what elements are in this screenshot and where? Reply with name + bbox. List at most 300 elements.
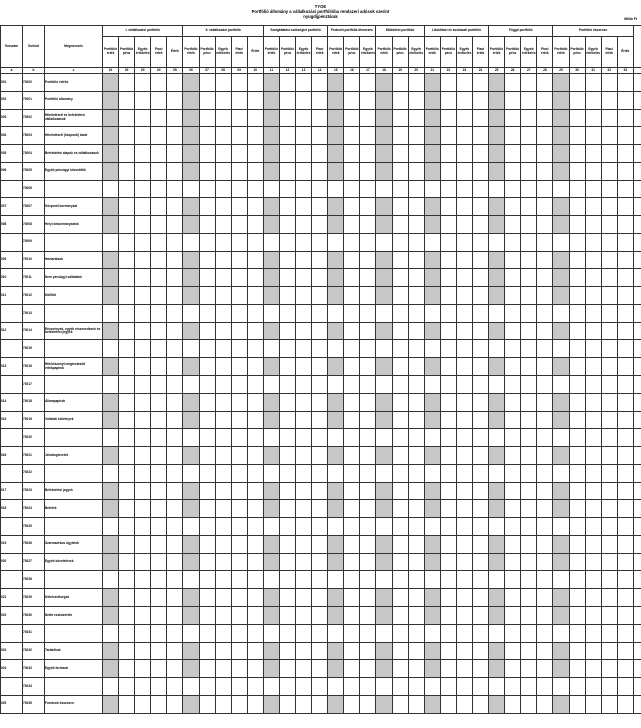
value-cell[interactable]: [569, 269, 585, 287]
value-cell[interactable]: [231, 660, 247, 678]
value-cell[interactable]: [408, 198, 424, 216]
value-cell[interactable]: [456, 642, 472, 660]
value-cell[interactable]: [537, 109, 553, 127]
value-cell[interactable]: [312, 162, 328, 180]
value-cell[interactable]: [456, 589, 472, 607]
value-cell[interactable]: [183, 429, 199, 447]
value-cell[interactable]: [135, 571, 151, 589]
value-cell[interactable]: [135, 447, 151, 465]
value-cell[interactable]: [392, 109, 408, 127]
value-cell[interactable]: [489, 180, 505, 198]
value-cell[interactable]: [392, 642, 408, 660]
value-cell[interactable]: [408, 482, 424, 500]
value-cell[interactable]: [472, 251, 488, 269]
value-cell[interactable]: [569, 376, 585, 394]
value-cell[interactable]: [135, 695, 151, 713]
value-cell[interactable]: [392, 624, 408, 642]
value-cell[interactable]: [440, 251, 456, 269]
value-cell[interactable]: [553, 624, 569, 642]
value-cell[interactable]: [103, 695, 119, 713]
value-cell[interactable]: [617, 216, 633, 234]
value-cell[interactable]: [135, 340, 151, 358]
value-cell[interactable]: [183, 642, 199, 660]
value-cell[interactable]: [521, 464, 537, 482]
value-cell[interactable]: [151, 376, 167, 394]
value-cell[interactable]: [312, 198, 328, 216]
value-cell[interactable]: [472, 109, 488, 127]
value-cell[interactable]: [151, 198, 167, 216]
value-cell[interactable]: [633, 642, 641, 660]
value-cell[interactable]: [215, 553, 231, 571]
value-cell[interactable]: [456, 145, 472, 163]
value-cell[interactable]: [585, 589, 601, 607]
value-cell[interactable]: [505, 358, 521, 376]
value-cell[interactable]: [521, 322, 537, 340]
value-cell[interactable]: [279, 216, 295, 234]
value-cell[interactable]: [489, 695, 505, 713]
value-cell[interactable]: [263, 429, 279, 447]
value-cell[interactable]: [344, 198, 360, 216]
value-cell[interactable]: [312, 216, 328, 234]
value-cell[interactable]: [505, 216, 521, 234]
value-cell[interactable]: [263, 180, 279, 198]
value-cell[interactable]: [344, 287, 360, 305]
value-cell[interactable]: [151, 571, 167, 589]
value-cell[interactable]: [279, 145, 295, 163]
value-cell[interactable]: [263, 322, 279, 340]
value-cell[interactable]: [456, 447, 472, 465]
value-cell[interactable]: [521, 642, 537, 660]
value-cell[interactable]: [617, 233, 633, 251]
value-cell[interactable]: [215, 447, 231, 465]
value-cell[interactable]: [328, 589, 344, 607]
value-cell[interactable]: [328, 695, 344, 713]
value-cell[interactable]: [167, 91, 183, 109]
value-cell[interactable]: [312, 91, 328, 109]
value-cell[interactable]: [553, 606, 569, 624]
value-cell[interactable]: [617, 464, 633, 482]
value-cell[interactable]: [376, 393, 392, 411]
value-cell[interactable]: [585, 624, 601, 642]
value-cell[interactable]: [537, 678, 553, 696]
value-cell[interactable]: [279, 695, 295, 713]
value-cell[interactable]: [279, 678, 295, 696]
value-cell[interactable]: [344, 535, 360, 553]
value-cell[interactable]: [505, 553, 521, 571]
value-cell[interactable]: [199, 74, 215, 92]
value-cell[interactable]: [553, 571, 569, 589]
value-cell[interactable]: [167, 642, 183, 660]
value-cell[interactable]: [328, 678, 344, 696]
value-cell[interactable]: [537, 464, 553, 482]
value-cell[interactable]: [135, 660, 151, 678]
value-cell[interactable]: [408, 535, 424, 553]
value-cell[interactable]: [440, 340, 456, 358]
value-cell[interactable]: [633, 482, 641, 500]
value-cell[interactable]: [183, 482, 199, 500]
value-cell[interactable]: [344, 145, 360, 163]
value-cell[interactable]: [521, 340, 537, 358]
value-cell[interactable]: [569, 127, 585, 145]
value-cell[interactable]: [537, 411, 553, 429]
value-cell[interactable]: [456, 553, 472, 571]
value-cell[interactable]: [376, 109, 392, 127]
value-cell[interactable]: [231, 535, 247, 553]
value-cell[interactable]: [199, 233, 215, 251]
value-cell[interactable]: [553, 482, 569, 500]
value-cell[interactable]: [521, 393, 537, 411]
value-cell[interactable]: [183, 91, 199, 109]
value-cell[interactable]: [601, 589, 617, 607]
value-cell[interactable]: [263, 606, 279, 624]
value-cell[interactable]: [135, 482, 151, 500]
value-cell[interactable]: [601, 145, 617, 163]
value-cell[interactable]: [553, 518, 569, 536]
value-cell[interactable]: [585, 411, 601, 429]
value-cell[interactable]: [247, 376, 263, 394]
value-cell[interactable]: [505, 447, 521, 465]
value-cell[interactable]: [456, 376, 472, 394]
value-cell[interactable]: [489, 482, 505, 500]
value-cell[interactable]: [585, 180, 601, 198]
value-cell[interactable]: [585, 695, 601, 713]
value-cell[interactable]: [537, 535, 553, 553]
value-cell[interactable]: [247, 180, 263, 198]
value-cell[interactable]: [585, 216, 601, 234]
value-cell[interactable]: [617, 678, 633, 696]
value-cell[interactable]: [585, 376, 601, 394]
value-cell[interactable]: [569, 624, 585, 642]
value-cell[interactable]: [569, 287, 585, 305]
value-cell[interactable]: [312, 535, 328, 553]
value-cell[interactable]: [376, 500, 392, 518]
value-cell[interactable]: [135, 606, 151, 624]
value-cell[interactable]: [312, 571, 328, 589]
value-cell[interactable]: [408, 358, 424, 376]
value-cell[interactable]: [408, 376, 424, 394]
value-cell[interactable]: [408, 642, 424, 660]
value-cell[interactable]: [617, 642, 633, 660]
value-cell[interactable]: [424, 624, 440, 642]
value-cell[interactable]: [263, 109, 279, 127]
value-cell[interactable]: [135, 678, 151, 696]
value-cell[interactable]: [424, 464, 440, 482]
value-cell[interactable]: [585, 304, 601, 322]
value-cell[interactable]: [553, 145, 569, 163]
value-cell[interactable]: [103, 340, 119, 358]
value-cell[interactable]: [456, 216, 472, 234]
value-cell[interactable]: [135, 198, 151, 216]
value-cell[interactable]: [569, 606, 585, 624]
value-cell[interactable]: [472, 553, 488, 571]
value-cell[interactable]: [312, 411, 328, 429]
value-cell[interactable]: [263, 482, 279, 500]
value-cell[interactable]: [601, 162, 617, 180]
value-cell[interactable]: [119, 518, 135, 536]
value-cell[interactable]: [103, 251, 119, 269]
value-cell[interactable]: [553, 376, 569, 394]
value-cell[interactable]: [601, 660, 617, 678]
value-cell[interactable]: [328, 376, 344, 394]
value-cell[interactable]: [328, 180, 344, 198]
value-cell[interactable]: [585, 429, 601, 447]
value-cell[interactable]: [537, 251, 553, 269]
value-cell[interactable]: [360, 251, 376, 269]
value-cell[interactable]: [424, 393, 440, 411]
value-cell[interactable]: [231, 642, 247, 660]
value-cell[interactable]: [440, 145, 456, 163]
value-cell[interactable]: [424, 322, 440, 340]
value-cell[interactable]: [215, 376, 231, 394]
value-cell[interactable]: [489, 287, 505, 305]
value-cell[interactable]: [392, 393, 408, 411]
value-cell[interactable]: [263, 376, 279, 394]
value-cell[interactable]: [408, 162, 424, 180]
value-cell[interactable]: [392, 535, 408, 553]
value-cell[interactable]: [119, 216, 135, 234]
value-cell[interactable]: [119, 198, 135, 216]
value-cell[interactable]: [344, 91, 360, 109]
value-cell[interactable]: [199, 535, 215, 553]
value-cell[interactable]: [328, 322, 344, 340]
value-cell[interactable]: [601, 358, 617, 376]
value-cell[interactable]: [569, 464, 585, 482]
value-cell[interactable]: [167, 589, 183, 607]
value-cell[interactable]: [103, 145, 119, 163]
value-cell[interactable]: [215, 340, 231, 358]
value-cell[interactable]: [360, 145, 376, 163]
value-cell[interactable]: [231, 393, 247, 411]
value-cell[interactable]: [119, 695, 135, 713]
value-cell[interactable]: [247, 589, 263, 607]
value-cell[interactable]: [119, 624, 135, 642]
value-cell[interactable]: [440, 127, 456, 145]
value-cell[interactable]: [247, 447, 263, 465]
value-cell[interactable]: [601, 553, 617, 571]
value-cell[interactable]: [440, 606, 456, 624]
value-cell[interactable]: [119, 340, 135, 358]
value-cell[interactable]: [633, 251, 641, 269]
value-cell[interactable]: [151, 606, 167, 624]
value-cell[interactable]: [569, 340, 585, 358]
value-cell[interactable]: [617, 500, 633, 518]
value-cell[interactable]: [392, 322, 408, 340]
value-cell[interactable]: [585, 535, 601, 553]
value-cell[interactable]: [151, 91, 167, 109]
value-cell[interactable]: [263, 145, 279, 163]
value-cell[interactable]: [312, 74, 328, 92]
value-cell[interactable]: [440, 233, 456, 251]
value-cell[interactable]: [633, 429, 641, 447]
value-cell[interactable]: [135, 393, 151, 411]
value-cell[interactable]: [312, 269, 328, 287]
value-cell[interactable]: [279, 376, 295, 394]
value-cell[interactable]: [633, 393, 641, 411]
value-cell[interactable]: [103, 376, 119, 394]
value-cell[interactable]: [617, 198, 633, 216]
value-cell[interactable]: [505, 322, 521, 340]
value-cell[interactable]: [151, 251, 167, 269]
value-cell[interactable]: [183, 287, 199, 305]
value-cell[interactable]: [376, 269, 392, 287]
value-cell[interactable]: [344, 624, 360, 642]
value-cell[interactable]: [376, 233, 392, 251]
value-cell[interactable]: [392, 216, 408, 234]
value-cell[interactable]: [135, 500, 151, 518]
value-cell[interactable]: [521, 482, 537, 500]
value-cell[interactable]: [231, 500, 247, 518]
value-cell[interactable]: [537, 447, 553, 465]
value-cell[interactable]: [135, 376, 151, 394]
value-cell[interactable]: [167, 376, 183, 394]
value-cell[interactable]: [472, 500, 488, 518]
value-cell[interactable]: [119, 251, 135, 269]
value-cell[interactable]: [521, 358, 537, 376]
value-cell[interactable]: [553, 695, 569, 713]
value-cell[interactable]: [103, 162, 119, 180]
value-cell[interactable]: [199, 695, 215, 713]
value-cell[interactable]: [312, 393, 328, 411]
value-cell[interactable]: [312, 233, 328, 251]
value-cell[interactable]: [521, 429, 537, 447]
value-cell[interactable]: [489, 269, 505, 287]
value-cell[interactable]: [553, 553, 569, 571]
value-cell[interactable]: [537, 74, 553, 92]
value-cell[interactable]: [215, 393, 231, 411]
value-cell[interactable]: [585, 74, 601, 92]
value-cell[interactable]: [279, 304, 295, 322]
value-cell[interactable]: [263, 464, 279, 482]
value-cell[interactable]: [231, 464, 247, 482]
value-cell[interactable]: [472, 216, 488, 234]
value-cell[interactable]: [103, 606, 119, 624]
value-cell[interactable]: [199, 624, 215, 642]
value-cell[interactable]: [392, 553, 408, 571]
value-cell[interactable]: [119, 358, 135, 376]
value-cell[interactable]: [296, 411, 312, 429]
value-cell[interactable]: [617, 571, 633, 589]
value-cell[interactable]: [585, 358, 601, 376]
value-cell[interactable]: [231, 304, 247, 322]
value-cell[interactable]: [360, 233, 376, 251]
value-cell[interactable]: [151, 180, 167, 198]
value-cell[interactable]: [279, 482, 295, 500]
value-cell[interactable]: [215, 304, 231, 322]
value-cell[interactable]: [569, 429, 585, 447]
value-cell[interactable]: [119, 660, 135, 678]
value-cell[interactable]: [312, 180, 328, 198]
value-cell[interactable]: [199, 500, 215, 518]
value-cell[interactable]: [231, 518, 247, 536]
value-cell[interactable]: [247, 429, 263, 447]
value-cell[interactable]: [376, 464, 392, 482]
value-cell[interactable]: [553, 393, 569, 411]
value-cell[interactable]: [135, 287, 151, 305]
value-cell[interactable]: [376, 606, 392, 624]
value-cell[interactable]: [505, 535, 521, 553]
value-cell[interactable]: [537, 553, 553, 571]
value-cell[interactable]: [279, 358, 295, 376]
value-cell[interactable]: [424, 589, 440, 607]
value-cell[interactable]: [617, 109, 633, 127]
value-cell[interactable]: [440, 589, 456, 607]
value-cell[interactable]: [505, 678, 521, 696]
value-cell[interactable]: [392, 429, 408, 447]
value-cell[interactable]: [617, 393, 633, 411]
value-cell[interactable]: [263, 198, 279, 216]
value-cell[interactable]: [360, 109, 376, 127]
value-cell[interactable]: [167, 322, 183, 340]
value-cell[interactable]: [199, 376, 215, 394]
value-cell[interactable]: [376, 535, 392, 553]
value-cell[interactable]: [247, 91, 263, 109]
value-cell[interactable]: [231, 145, 247, 163]
value-cell[interactable]: [633, 678, 641, 696]
value-cell[interactable]: [151, 145, 167, 163]
value-cell[interactable]: [569, 304, 585, 322]
value-cell[interactable]: [296, 535, 312, 553]
value-cell[interactable]: [408, 589, 424, 607]
value-cell[interactable]: [215, 216, 231, 234]
value-cell[interactable]: [569, 589, 585, 607]
value-cell[interactable]: [119, 429, 135, 447]
value-cell[interactable]: [505, 127, 521, 145]
value-cell[interactable]: [328, 340, 344, 358]
value-cell[interactable]: [296, 553, 312, 571]
value-cell[interactable]: [119, 571, 135, 589]
value-cell[interactable]: [135, 162, 151, 180]
value-cell[interactable]: [344, 678, 360, 696]
value-cell[interactable]: [247, 162, 263, 180]
value-cell[interactable]: [456, 287, 472, 305]
value-cell[interactable]: [103, 127, 119, 145]
value-cell[interactable]: [247, 127, 263, 145]
value-cell[interactable]: [183, 358, 199, 376]
value-cell[interactable]: [408, 411, 424, 429]
value-cell[interactable]: [231, 251, 247, 269]
value-cell[interactable]: [424, 411, 440, 429]
value-cell[interactable]: [199, 127, 215, 145]
value-cell[interactable]: [408, 74, 424, 92]
value-cell[interactable]: [585, 606, 601, 624]
value-cell[interactable]: [360, 464, 376, 482]
value-cell[interactable]: [231, 198, 247, 216]
value-cell[interactable]: [279, 91, 295, 109]
value-cell[interactable]: [296, 145, 312, 163]
value-cell[interactable]: [505, 429, 521, 447]
value-cell[interactable]: [456, 180, 472, 198]
value-cell[interactable]: [456, 74, 472, 92]
value-cell[interactable]: [167, 127, 183, 145]
value-cell[interactable]: [472, 411, 488, 429]
value-cell[interactable]: [633, 500, 641, 518]
value-cell[interactable]: [328, 74, 344, 92]
value-cell[interactable]: [537, 518, 553, 536]
value-cell[interactable]: [601, 198, 617, 216]
value-cell[interactable]: [279, 500, 295, 518]
value-cell[interactable]: [537, 376, 553, 394]
value-cell[interactable]: [312, 518, 328, 536]
value-cell[interactable]: [279, 571, 295, 589]
value-cell[interactable]: [633, 624, 641, 642]
value-cell[interactable]: [199, 447, 215, 465]
value-cell[interactable]: [633, 518, 641, 536]
value-cell[interactable]: [296, 518, 312, 536]
value-cell[interactable]: [231, 127, 247, 145]
value-cell[interactable]: [521, 376, 537, 394]
value-cell[interactable]: [489, 429, 505, 447]
value-cell[interactable]: [472, 393, 488, 411]
